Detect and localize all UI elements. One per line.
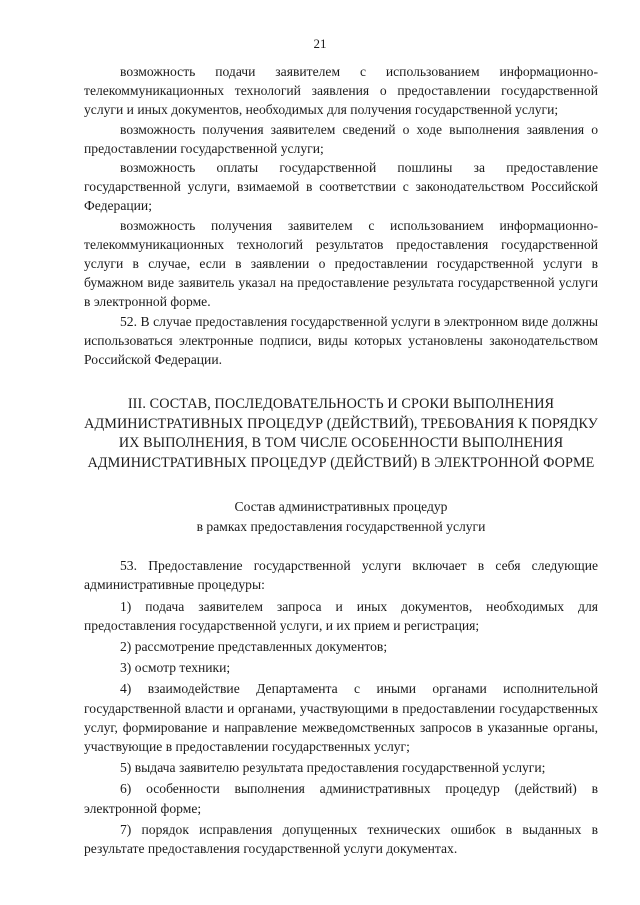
list-item: 1) подача заявителем запроса и иных документов, необходимых для предоставления государственной услуги, и их прием и регистрация; [84,598,598,633]
list-item: 7) порядок исправления допущенных технических ошибок в выданных в результате предоставления государственной услуги документах. [84,821,598,857]
page-number: 21 [313,36,327,51]
list-item: 3) осмотр техники; [120,660,231,676]
paragraph-52: 52. В случае предоставления государственной услуги в электронном виде должны использоваться электронные подписи, виды которых установлены законодательством Российской Федерации. [84,313,598,368]
section-heading: III. СОСТАВ, ПОСЛЕДОВАТЕЛЬНОСТЬ И СРОКИ ВЫПОЛНЕНИЯ АДМИНИСТРАТИВНЫХ ПРОЦЕДУР (ДЕЙСТВИЙ), ТРЕБОВАНИЯ К ПОРЯДКУ ИХ ВЫПОЛНЕНИЯ, В ТОМ ЧИСЛЕ ОСОБЕННОСТИ ВЫПОЛНЕНИЯ АДМИНИСТРАТИВНЫХ ПРОЦЕДУР (ДЕЙСТВИЙ) В ЭЛЕКТРОННОЙ ФОРМЕ [84,396,598,471]
subsection-heading [84,497,598,536]
intro-paragraph-1: возможность подачи заявителем с использованием информационно-телекоммуникационных технологий заявления о предоставлении государственной услуги и иных документов, необходимых для получения государственной услуги; [84,64,598,118]
intro-paragraph-3: возможность оплаты государственной пошлины за предоставление государственной услуги, взимаемой в соответствии с законодательством Российской Федерации; [84,160,598,214]
intro-paragraph-4: возможность получения заявителем с использованием информационно-телекоммуникационных технологий результатов предоставления государственной услуги в случае, если в заявлении о предоставлении государственной услуги в бумажном виде заявитель указал на предоставление результата государственной услуги в электронной форме. [84,217,598,310]
subsection-heading-line-1: Состав административных процедур [234,499,448,515]
list-item: 2) рассмотрение представленных документов; [120,639,388,655]
document-body [84,62,598,860]
list-item: 4) взаимодействие Департамента с иными органами исполнительной государственной власти и органами, участвующими в предоставлении государственных услуг, формирование и направление межведомственных запросов в указанные органы, участвующие в предоставлении государственных услуг; [84,681,598,755]
procedures-list [84,556,598,858]
subsection-heading-line-2: в рамках предоставления государственной услуги [196,518,486,534]
list-item: 6) особенности выполнения административных процедур (действий) в электронной форме; [84,781,598,816]
intro-paragraph-2: возможность получения заявителем сведений о ходе выполнения заявления о предоставлении государственной услуги; [84,121,598,156]
list-item: 5) выдача заявителю результата предоставления государственной услуги; [120,760,546,776]
paragraph-53: 53. Предоставление государственной услуги включает в себя следующие административные процедуры: [84,558,598,593]
